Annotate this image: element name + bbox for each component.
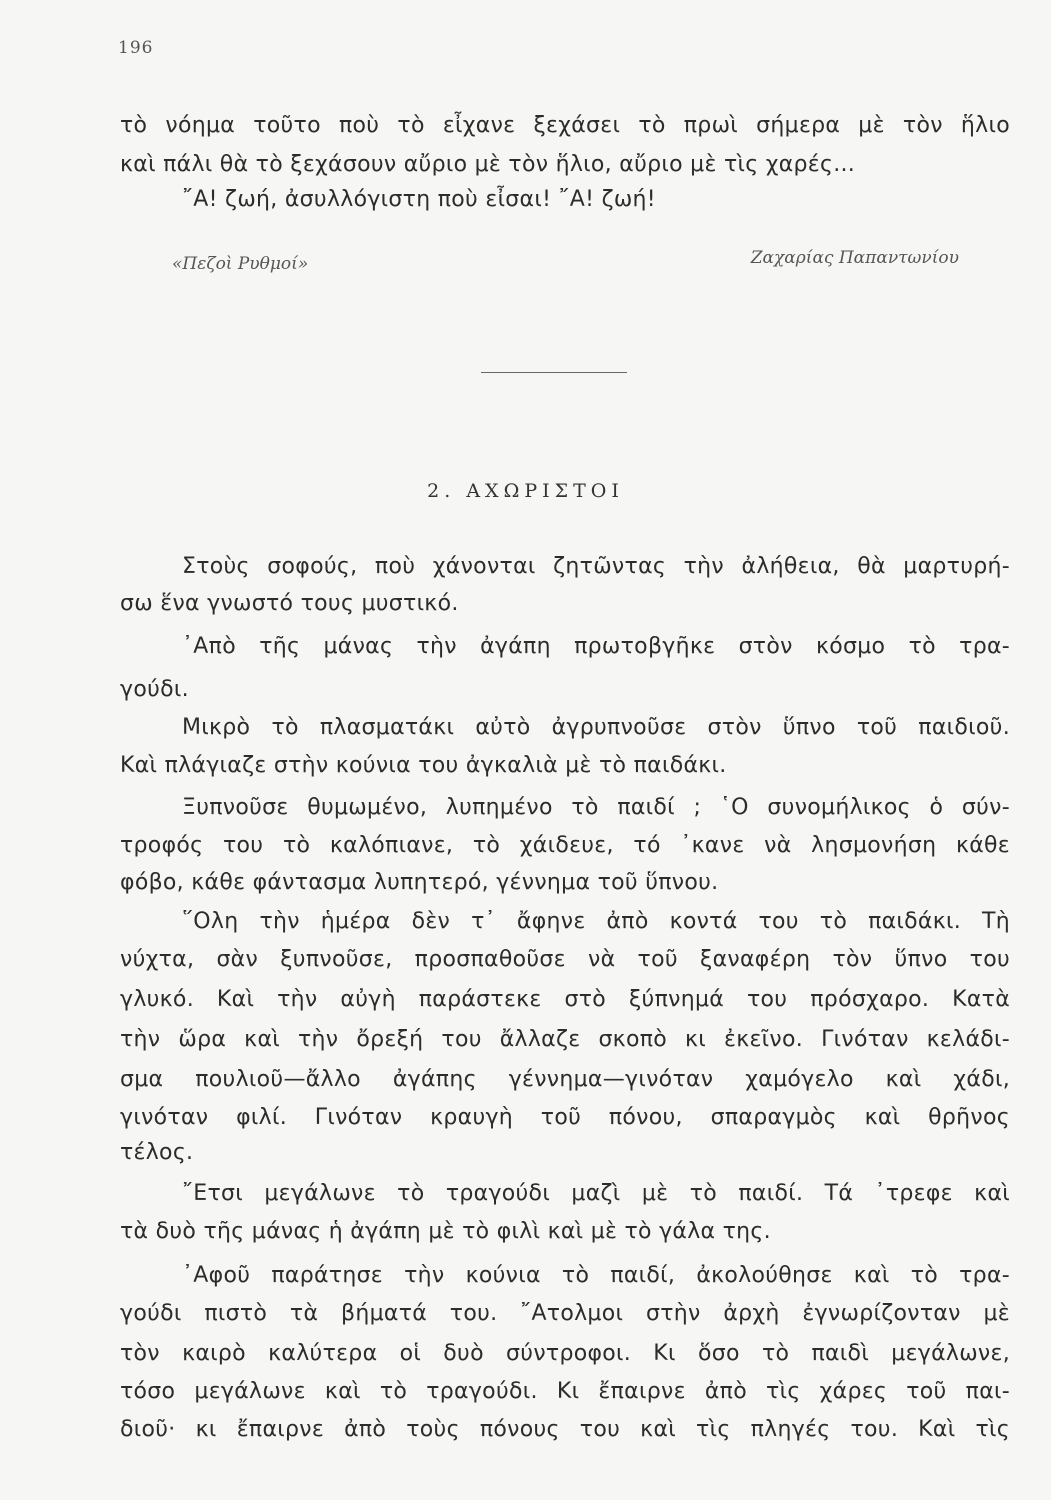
- text-line: γλυκό. Καὶ τὴν αὐγὴ παράστεκε στὸ ξύπνημά του πρόσχαρο. Κατὰ: [120, 987, 1010, 1012]
- text-line: τὸ νόημα τοῦτο ποὺ τὸ εἶχανε ξεχάσει τὸ πρωὶ σήμερα μὲ τὸν ἥλιο: [120, 113, 1010, 138]
- text-line: Καὶ πλάγιαζε στὴν κούνια του ἀγκαλιὰ μὲ τὸ παιδάκι.: [120, 753, 727, 778]
- section-heading: 2. ΑΧΩΡΙΣΤΟΙ: [427, 480, 624, 502]
- author-name: Ζαχαρίας Παπαντωνίου: [750, 248, 959, 268]
- text-line: σμα πουλιοῦ—ἄλλο ἀγάπης γέννημα—γινόταν χαμόγελο καὶ χάδι,: [120, 1067, 1010, 1092]
- text-line: ῎Ετσι μεγάλωνε τὸ τραγούδι μαζὶ μὲ τὸ παιδί. Τά ᾽τρεφε καὶ: [182, 1181, 1010, 1206]
- text-line: φόβο, κάθε φάντασμα λυπητερό, γέννημα τοῦ ὕπνου.: [120, 870, 719, 895]
- text-line: Μικρὸ τὸ πλασματάκι αὐτὸ ἀγρυπνοῦσε στὸν ὕπνο τοῦ παιδιοῦ.: [182, 715, 1010, 740]
- text-line: γινόταν φιλί. Γινόταν κραυγὴ τοῦ πόνου, σπαραγμὸς καὶ θρῆνος: [120, 1105, 1010, 1130]
- text-line: νύχτα, σὰν ξυπνοῦσε, προσπαθοῦσε νὰ τοῦ ξαναφέρη τὸν ὕπνο του: [120, 947, 1010, 972]
- text-line: σω ἕνα γνωστό τους μυστικό.: [120, 591, 459, 616]
- section-divider: [481, 372, 627, 373]
- text-line: τροφός του τὸ καλόπιανε, τὸ χάιδευε, τό ᾽κανε νὰ λησμονήση κάθε: [120, 833, 1010, 858]
- page-number: 196: [118, 38, 154, 58]
- text-line: τὰ δυὸ τῆς μάνας ἡ ἀγάπη μὲ τὸ φιλὶ καὶ μὲ τὸ γάλα της.: [120, 1219, 771, 1244]
- text-line: ῎Α! ζωή, ἀσυλλόγιστη ποὺ εἶσαι! ῎Α! ζωή!: [182, 187, 656, 212]
- text-line: τέλος.: [120, 1140, 194, 1165]
- source-title: «Πεζοὶ Ρυθμοί»: [172, 254, 309, 274]
- text-line: καὶ πάλι θὰ τὸ ξεχάσουν αὔριο μὲ τὸν ἥλιο, αὔριο μὲ τὶς χαρές...: [120, 152, 856, 177]
- text-line: Στοὺς σοφούς, ποὺ χάνονται ζητῶντας τὴν ἀλήθεια, θὰ μαρτυρή-: [182, 554, 1010, 579]
- text-line: γούδι πιστὸ τὰ βήματά του. ῎Ατολμοι στὴν ἀρχὴ ἐγνωρίζονταν μὲ: [120, 1301, 1010, 1326]
- text-line: διοῦ· κι ἔπαιρνε ἀπὸ τοὺς πόνους του καὶ τὶς πληγές του. Καὶ τὶς: [120, 1417, 1010, 1442]
- text-line: ᾽Αφοῦ παράτησε τὴν κούνια τὸ παιδί, ἀκολούθησε καὶ τὸ τρα-: [182, 1263, 1010, 1288]
- text-line: τόσο μεγάλωνε καὶ τὸ τραγούδι. Κι ἔπαιρνε ἀπὸ τὶς χάρες τοῦ παι-: [120, 1379, 1010, 1404]
- text-line: γούδι.: [120, 677, 189, 702]
- text-line: τὴν ὥρα καὶ τὴν ὄρεξή του ἄλλαζε σκοπὸ κι ἐκεῖνο. Γινόταν κελάδι-: [120, 1027, 1010, 1052]
- text-line: Ξυπνοῦσε θυμωμένο, λυπημένο τὸ παιδί ; ῾Ο συνομήλικος ὁ σύν-: [182, 795, 1010, 820]
- text-line: τὸν καιρὸ καλύτερα οἱ δυὸ σύντροφοι. Κι ὅσο τὸ παιδὶ μεγάλωνε,: [120, 1341, 1010, 1366]
- text-line: ῞Ολη τὴν ἡμέρα δὲν τ᾽ ἄφηνε ἀπὸ κοντά του τὸ παιδάκι. Τὴ: [182, 909, 1010, 934]
- text-line: ᾽Απὸ τῆς μάνας τὴν ἀγάπη πρωτοβγῆκε στὸν κόσμο τὸ τρα-: [182, 634, 1010, 659]
